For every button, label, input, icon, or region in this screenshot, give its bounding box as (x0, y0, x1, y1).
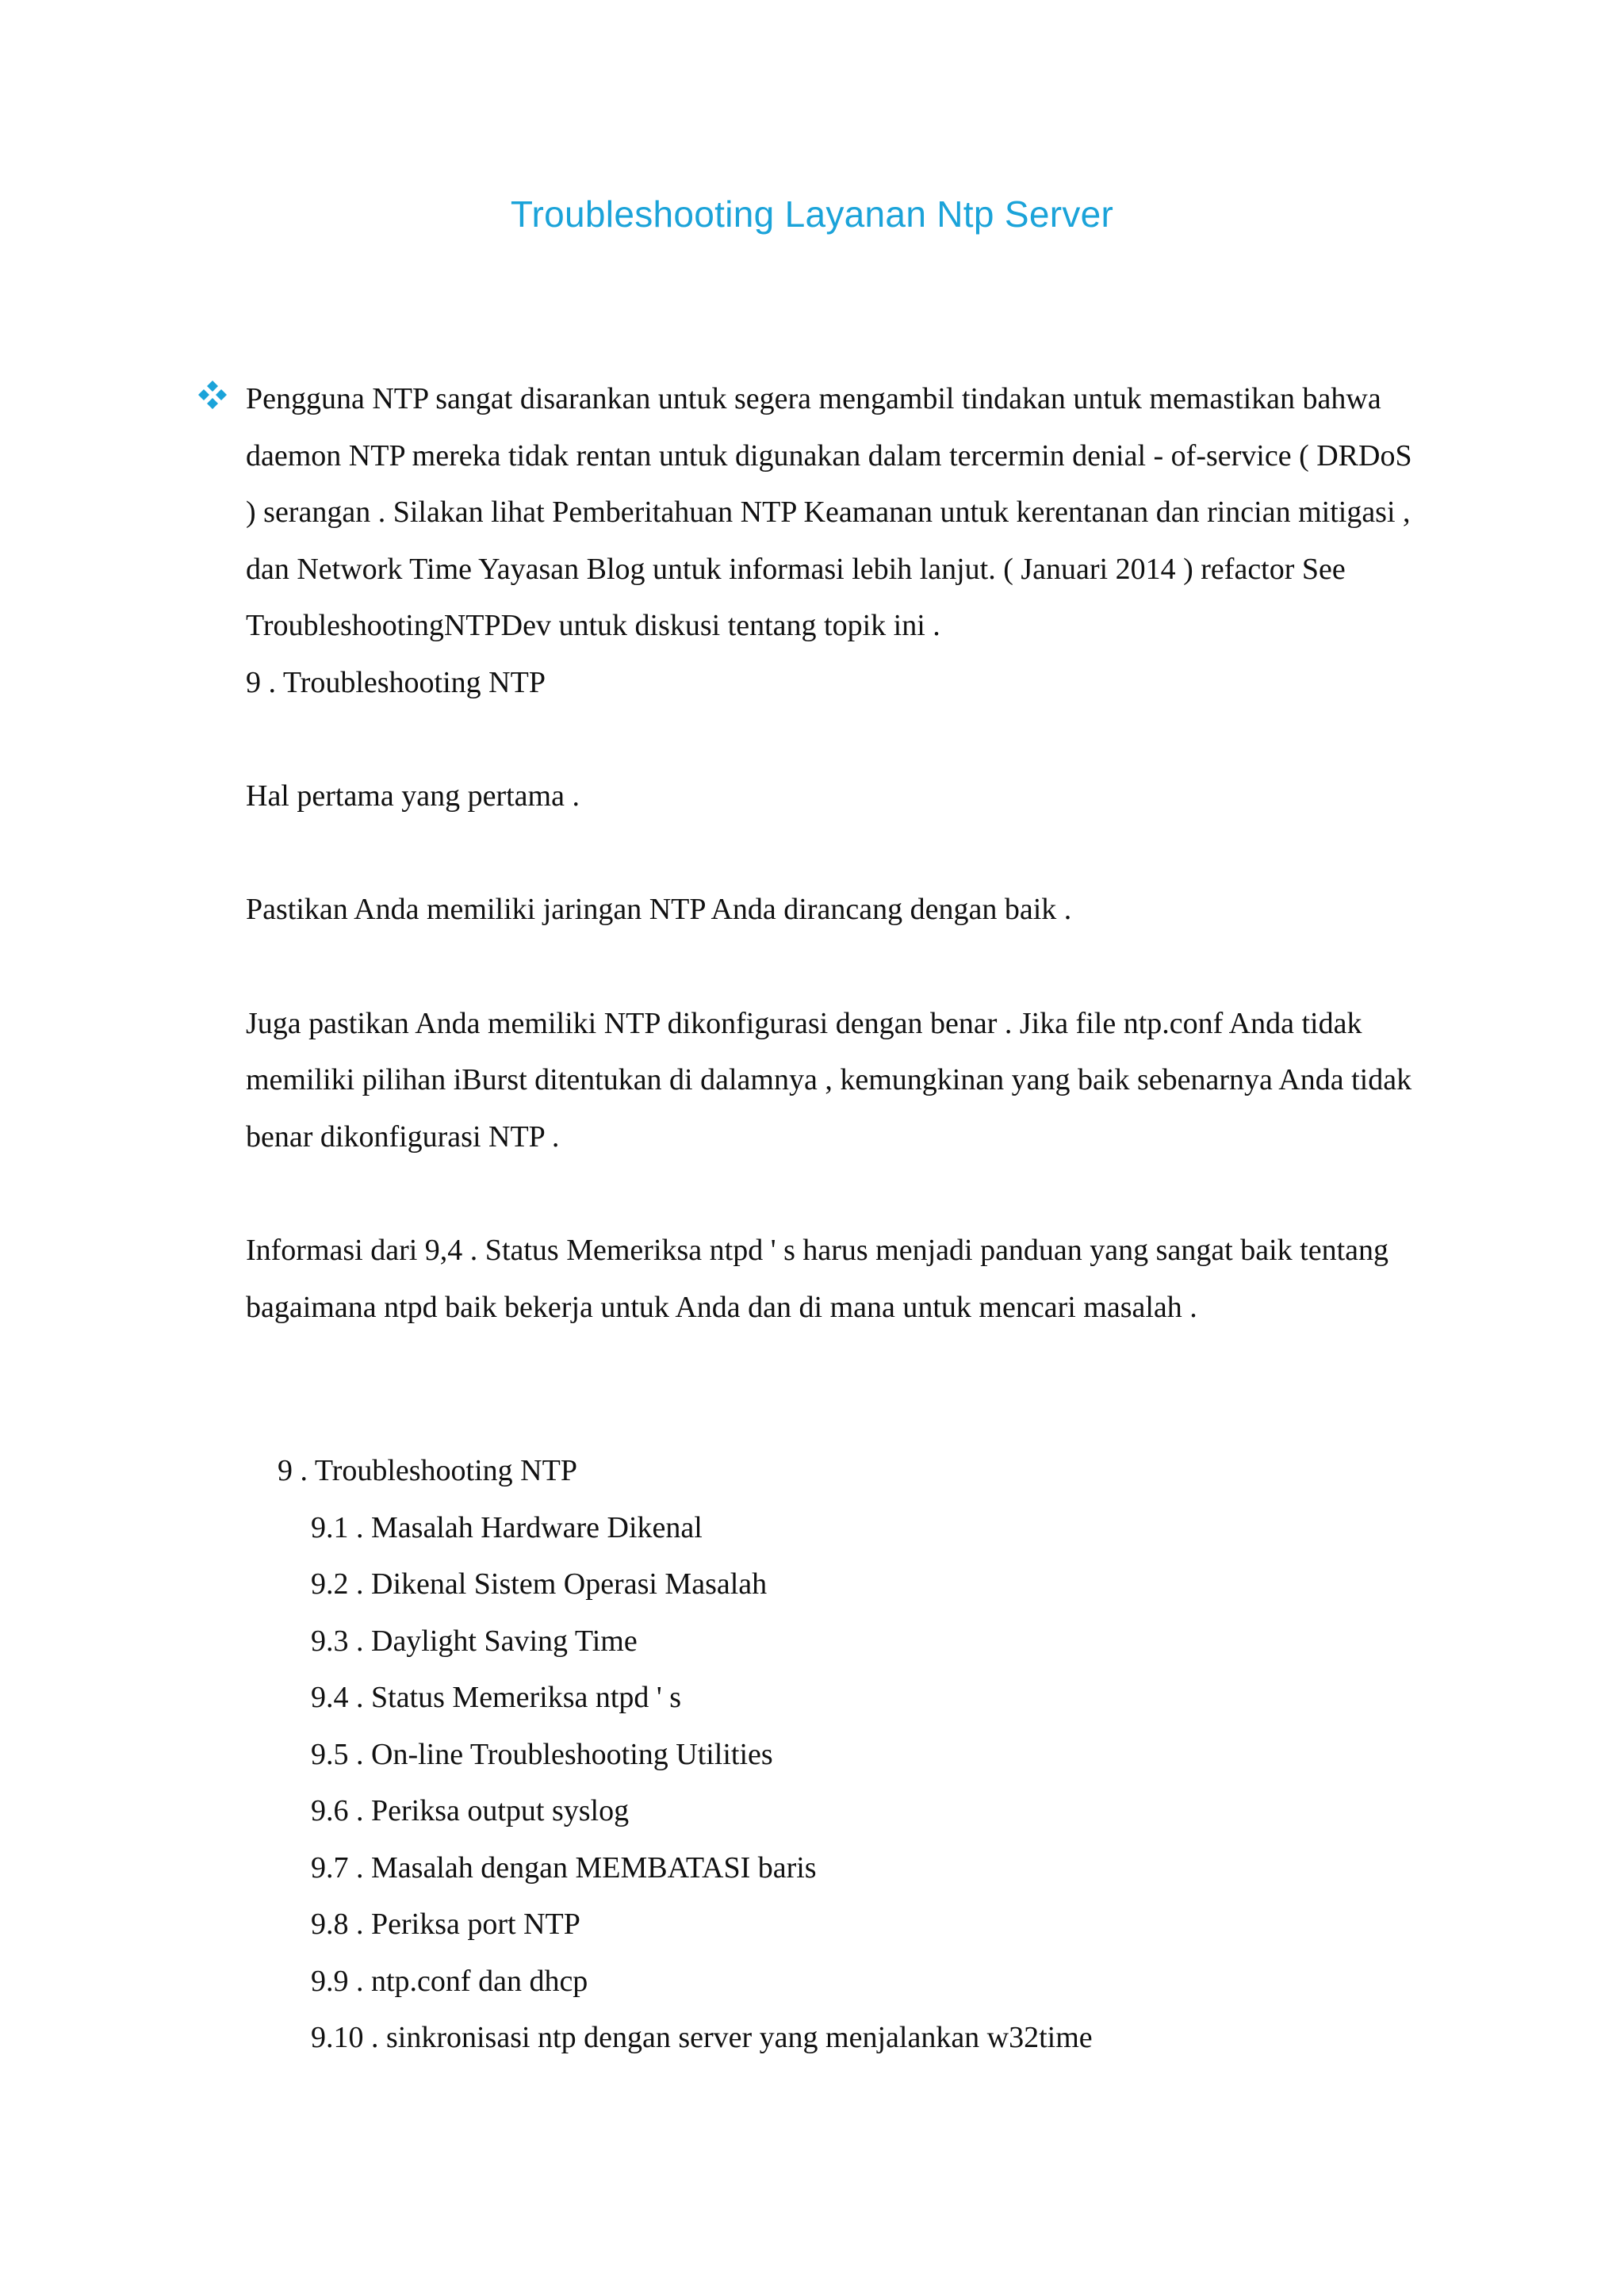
toc-item: 9.5 . On-line Troubleshooting Utilities (311, 1737, 773, 1771)
section-heading: 9 . Troubleshooting NTP (246, 665, 546, 699)
intro-paragraph: Pengguna NTP sangat disarankan untuk segera mengambil tindakan untuk memastikan bahwa daemon NTP mereka tidak rentan untuk digunakan dalam tercermin denial - of-service ( DRDoS ) serangan . Silakan lihat Pemberitahuan NTP Keamanan untuk kerentanan dan rincian mitigasi , dan Network Time Yayasan Blog untuk informasi lebih lanjut. ( Januari 2014 ) refactor See TroubleshootingNTPDev untuk diskusi tentang topik ini . (246, 382, 1412, 643)
toc-heading: 9 . Troubleshooting NTP (278, 1454, 577, 1487)
toc-item: 9.1 . Masalah Hardware Dikenal (311, 1510, 703, 1544)
toc-item: 9.3 . Daylight Saving Time (311, 1624, 638, 1658)
toc-item: 9.8 . Periksa port NTP (311, 1908, 580, 1941)
toc-item: 9.10 . sinkronisasi ntp dengan server yang menjalankan w32time (311, 2021, 1093, 2054)
toc-item: 9.6 . Periksa output syslog (311, 1794, 630, 1827)
paragraph-network-design: Pastikan Anda memiliki jaringan NTP Anda dirancang dengan baik . (246, 893, 1072, 927)
paragraph-status-info: Informasi dari 9,4 . Status Memeriksa ntpd ' s harus menjadi panduan yang sangat baik tentang bagaimana ntpd baik bekerja untuk Anda dan di mana untuk mencari masalah . (246, 1233, 1389, 1324)
document-body (246, 371, 1419, 1336)
toc-item: 9.7 . Masalah dengan MEMBATASI baris (311, 1850, 817, 1885)
toc-item: 9.2 . Dikenal Sistem Operasi Masalah (311, 1567, 768, 1601)
paragraph-first-things: Hal pertama yang pertama . (246, 779, 580, 813)
toc-item: 9.9 . ntp.conf dan dhcp (311, 1964, 588, 1998)
table-of-contents (278, 1443, 1388, 2067)
document-title: Troubleshooting Layanan Ntp Server (510, 193, 1114, 235)
diamond-cluster-icon (197, 379, 228, 411)
toc-item: 9.4 . Status Memeriksa ntpd ' s (311, 1681, 682, 1714)
paragraph-configuration: Juga pastikan Anda memiliki NTP dikonfigurasi dengan benar . Jika file ntp.conf Anda tidak memiliki pilihan iBurst ditentukan di dalamnya , kemungkinan yang baik sebenarnya Anda tidak benar dikonfigurasi NTP . (246, 1006, 1412, 1154)
